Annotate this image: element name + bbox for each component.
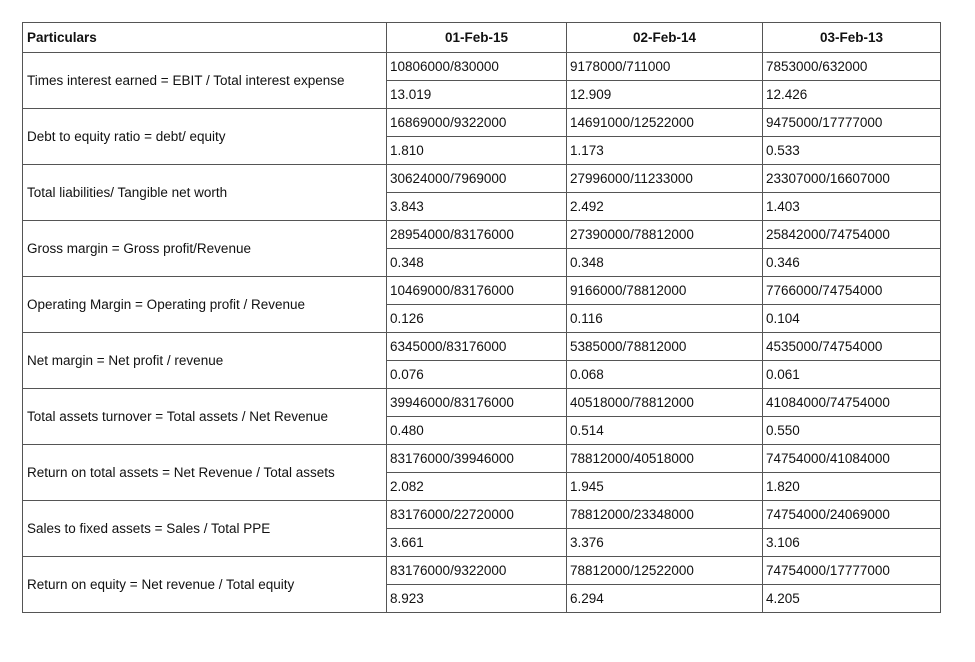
result-cell: 3.661 — [387, 529, 567, 557]
formula-cell: 9178000/711000 — [567, 53, 763, 81]
formula-cell: 9475000/17777000 — [763, 109, 941, 137]
formula-cell: 25842000/74754000 — [763, 221, 941, 249]
result-cell: 1.945 — [567, 473, 763, 501]
result-cell: 12.426 — [763, 81, 941, 109]
table-row-formula — [23, 389, 941, 417]
formula-cell: 78812000/23348000 — [567, 501, 763, 529]
header-row — [23, 23, 941, 53]
result-cell: 0.480 — [387, 417, 567, 445]
formula-cell: 7766000/74754000 — [763, 277, 941, 305]
formula-cell: 7853000/632000 — [763, 53, 941, 81]
header-particulars: Particulars — [23, 23, 387, 53]
result-cell: 2.082 — [387, 473, 567, 501]
result-cell: 0.346 — [763, 249, 941, 277]
result-cell: 0.348 — [387, 249, 567, 277]
formula-cell: 83176000/22720000 — [387, 501, 567, 529]
result-cell: 0.076 — [387, 361, 567, 389]
ratio-label: Return on total assets = Net Revenue / Total assets — [23, 445, 387, 501]
formula-cell: 39946000/83176000 — [387, 389, 567, 417]
result-cell: 0.126 — [387, 305, 567, 333]
table-row-formula — [23, 333, 941, 361]
result-cell: 0.068 — [567, 361, 763, 389]
formula-cell: 40518000/78812000 — [567, 389, 763, 417]
ratio-table — [22, 22, 941, 613]
result-cell: 2.492 — [567, 193, 763, 221]
table-row-formula — [23, 501, 941, 529]
formula-cell: 74754000/17777000 — [763, 557, 941, 585]
formula-cell: 28954000/83176000 — [387, 221, 567, 249]
formula-cell: 4535000/74754000 — [763, 333, 941, 361]
table-row-formula — [23, 557, 941, 585]
result-cell: 0.104 — [763, 305, 941, 333]
formula-cell: 78812000/12522000 — [567, 557, 763, 585]
header-date-2015: 01-Feb-15 — [387, 23, 567, 53]
formula-cell: 30624000/7969000 — [387, 165, 567, 193]
formula-cell: 41084000/74754000 — [763, 389, 941, 417]
result-cell: 0.061 — [763, 361, 941, 389]
ratio-label: Total assets turnover = Total assets / Net Revenue — [23, 389, 387, 445]
ratio-label: Sales to fixed assets = Sales / Total PPE — [23, 501, 387, 557]
formula-cell: 6345000/83176000 — [387, 333, 567, 361]
formula-cell: 74754000/24069000 — [763, 501, 941, 529]
formula-cell: 10806000/830000 — [387, 53, 567, 81]
table-row-formula — [23, 53, 941, 81]
formula-cell: 78812000/40518000 — [567, 445, 763, 473]
result-cell: 8.923 — [387, 585, 567, 613]
ratio-label: Times interest earned = EBIT / Total interest expense — [23, 53, 387, 109]
ratio-label: Gross margin = Gross profit/Revenue — [23, 221, 387, 277]
formula-cell: 9166000/78812000 — [567, 277, 763, 305]
formula-cell: 23307000/16607000 — [763, 165, 941, 193]
formula-cell: 5385000/78812000 — [567, 333, 763, 361]
table-row-formula — [23, 165, 941, 193]
ratio-label: Return on equity = Net revenue / Total equity — [23, 557, 387, 613]
ratio-label: Debt to equity ratio = debt/ equity — [23, 109, 387, 165]
formula-cell: 27390000/78812000 — [567, 221, 763, 249]
result-cell: 1.173 — [567, 137, 763, 165]
formula-cell: 14691000/12522000 — [567, 109, 763, 137]
formula-cell: 27996000/11233000 — [567, 165, 763, 193]
result-cell: 6.294 — [567, 585, 763, 613]
table-body — [23, 53, 941, 613]
result-cell: 12.909 — [567, 81, 763, 109]
result-cell: 3.843 — [387, 193, 567, 221]
result-cell: 1.403 — [763, 193, 941, 221]
result-cell: 0.533 — [763, 137, 941, 165]
header-date-2013: 03-Feb-13 — [763, 23, 941, 53]
result-cell: 0.348 — [567, 249, 763, 277]
formula-cell: 83176000/9322000 — [387, 557, 567, 585]
formula-cell: 10469000/83176000 — [387, 277, 567, 305]
result-cell: 0.550 — [763, 417, 941, 445]
formula-cell: 83176000/39946000 — [387, 445, 567, 473]
result-cell: 13.019 — [387, 81, 567, 109]
table-row-formula — [23, 277, 941, 305]
header-date-2014: 02-Feb-14 — [567, 23, 763, 53]
table-row-formula — [23, 221, 941, 249]
ratio-label: Total liabilities/ Tangible net worth — [23, 165, 387, 221]
table-row-formula — [23, 109, 941, 137]
result-cell: 3.376 — [567, 529, 763, 557]
result-cell: 0.514 — [567, 417, 763, 445]
formula-cell: 74754000/41084000 — [763, 445, 941, 473]
result-cell: 1.810 — [387, 137, 567, 165]
formula-cell: 16869000/9322000 — [387, 109, 567, 137]
result-cell: 3.106 — [763, 529, 941, 557]
result-cell: 4.205 — [763, 585, 941, 613]
ratio-label: Net margin = Net profit / revenue — [23, 333, 387, 389]
result-cell: 0.116 — [567, 305, 763, 333]
result-cell: 1.820 — [763, 473, 941, 501]
ratio-label: Operating Margin = Operating profit / Revenue — [23, 277, 387, 333]
table-row-formula — [23, 445, 941, 473]
